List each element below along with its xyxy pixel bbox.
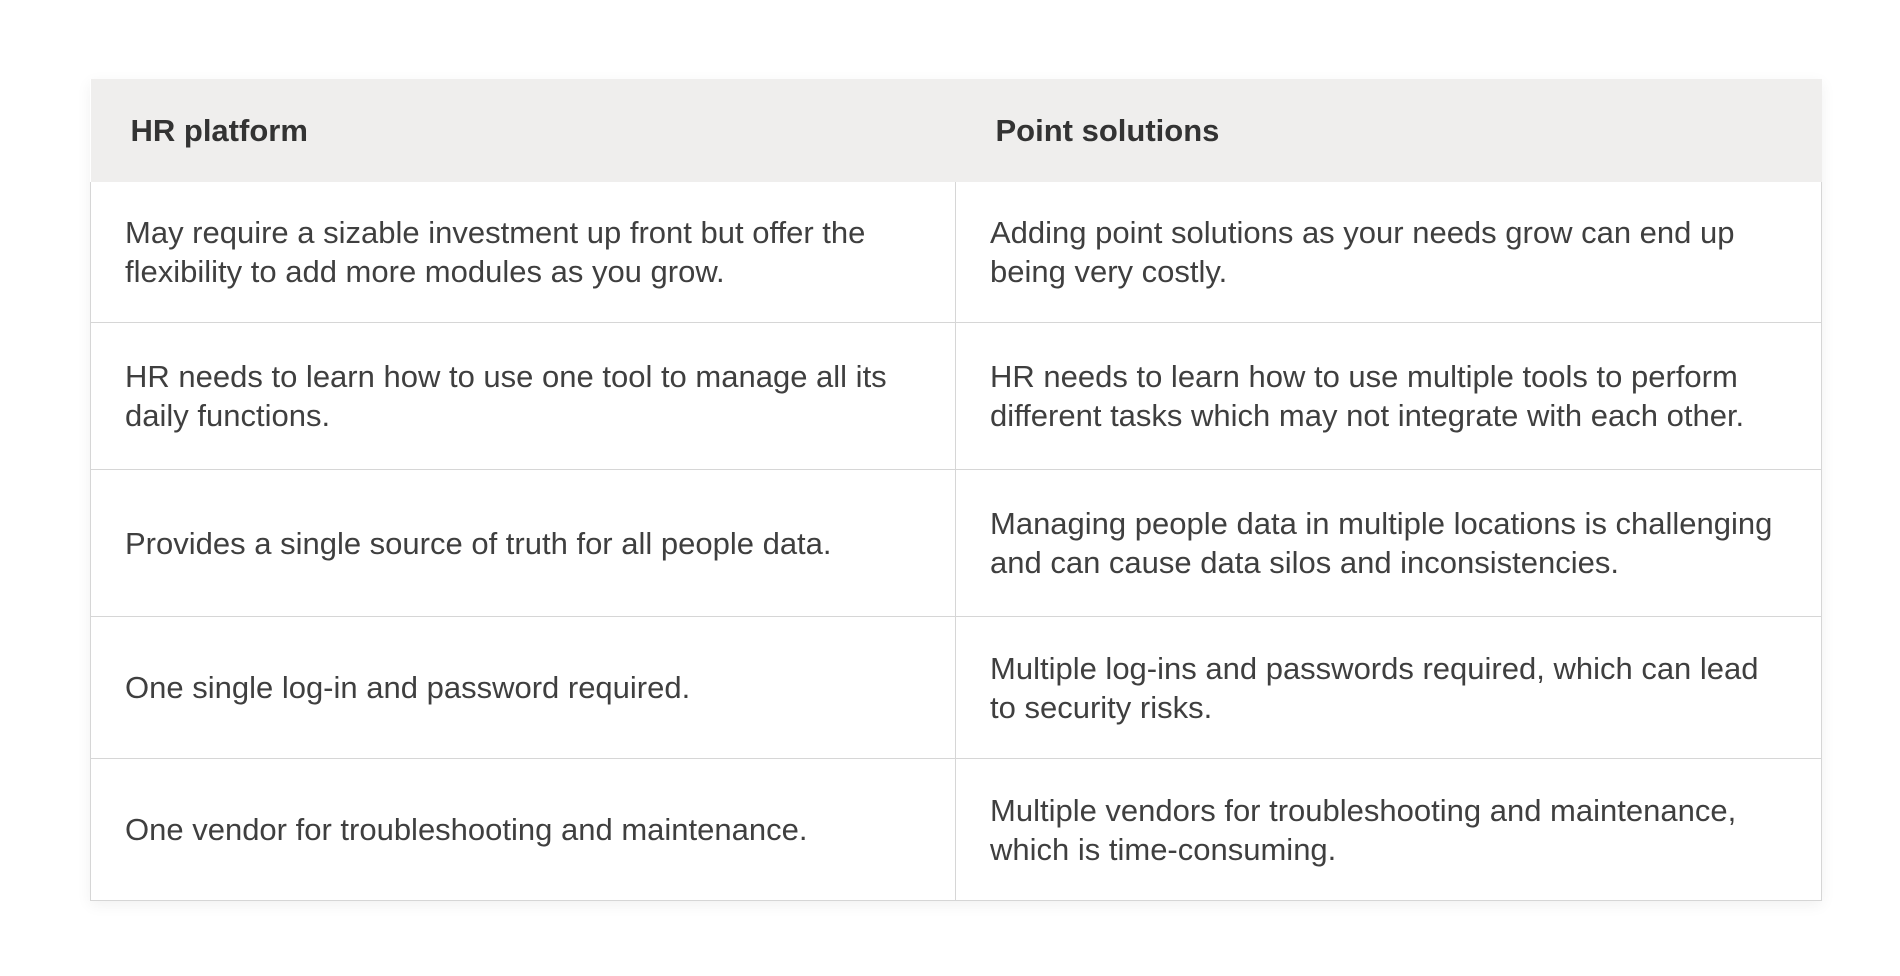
hr-platform-cell: HR needs to learn how to use one tool to manage all its daily functions. — [91, 323, 956, 470]
table-row — [91, 470, 1822, 617]
hr-platform-cell: One vendor for troubleshooting and maintenance. — [91, 759, 956, 901]
table-row — [91, 323, 1822, 470]
table-header — [91, 79, 1822, 182]
hr-platform-cell: One single log-in and password required. — [91, 617, 956, 759]
table-row — [91, 759, 1822, 901]
hr-platform-cell: Provides a single source of truth for all people data. — [91, 470, 956, 617]
hr-platform-cell: May require a sizable investment up front but offer the flexibility to add more modules as you grow. — [91, 182, 956, 323]
point-solutions-cell: Multiple log-ins and passwords required, which can lead to security risks. — [956, 617, 1822, 759]
header-hr-platform: HR platform — [91, 79, 956, 182]
comparison-table — [90, 79, 1822, 901]
point-solutions-cell: Multiple vendors for troubleshooting and maintenance, which is time-consuming. — [956, 759, 1822, 901]
header-row — [91, 79, 1822, 182]
point-solutions-cell: Adding point solutions as your needs grow can end up being very costly. — [956, 182, 1822, 323]
table-row — [91, 617, 1822, 759]
point-solutions-cell: HR needs to learn how to use multiple tools to perform different tasks which may not integrate with each other. — [956, 323, 1822, 470]
header-point-solutions: Point solutions — [956, 79, 1822, 182]
table-body — [91, 182, 1822, 901]
point-solutions-cell: Managing people data in multiple locations is challenging and can cause data silos and inconsistencies. — [956, 470, 1822, 617]
table-row — [91, 182, 1822, 323]
